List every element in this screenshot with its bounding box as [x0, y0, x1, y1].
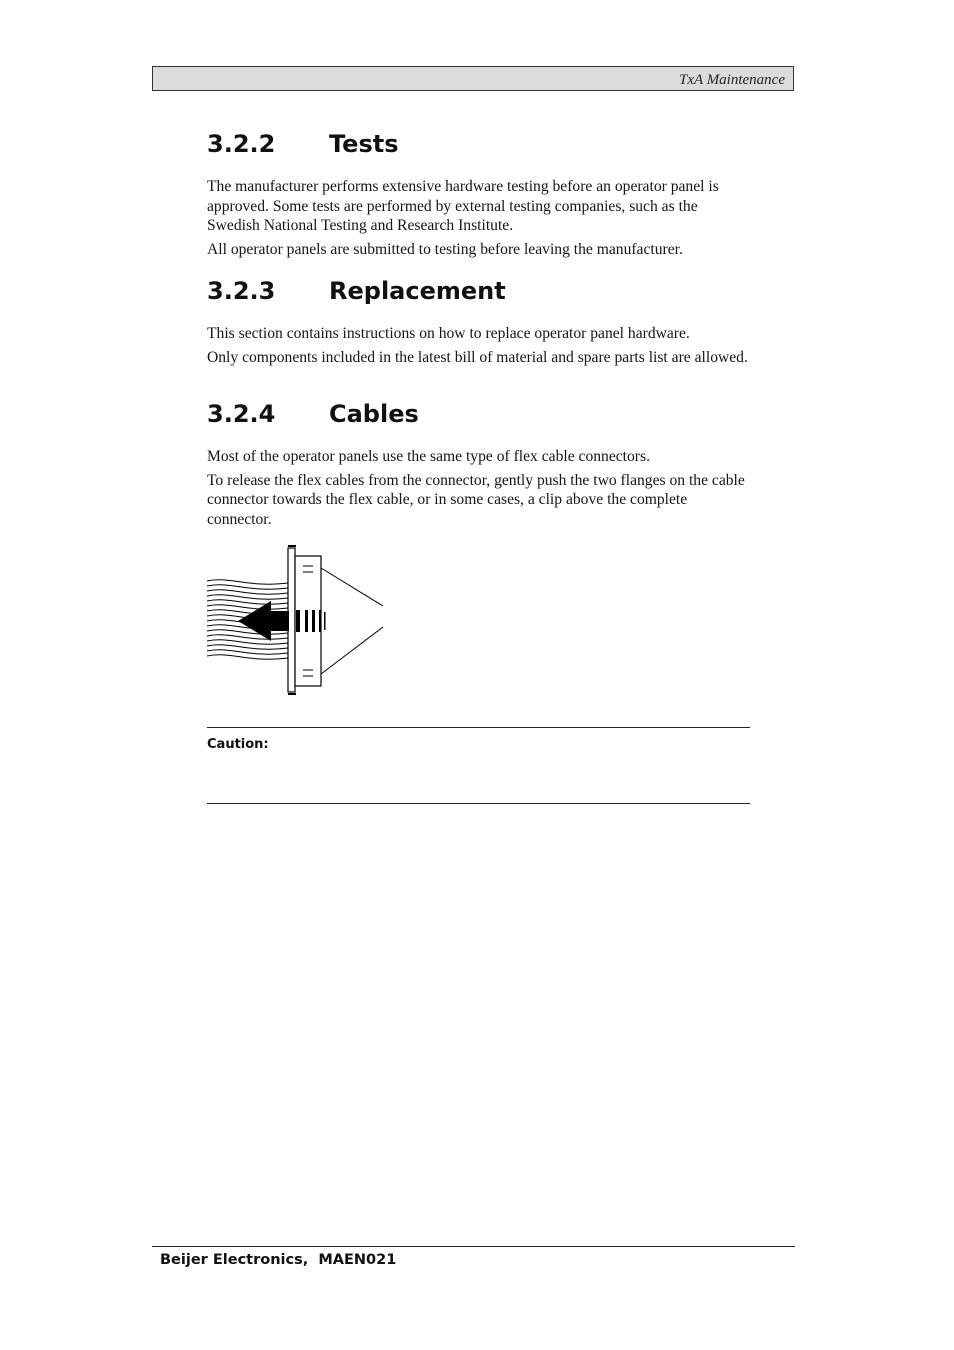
caution-bottom-rule — [207, 803, 750, 804]
section-title: Replacement — [329, 277, 506, 305]
footer-text: Beijer Electronics, MAEN021 — [160, 1252, 397, 1268]
paragraph: This section contains instructions on how to replace operator panel hardware. — [207, 325, 690, 342]
section-heading — [207, 130, 752, 158]
paragraph: To release the flex cables from the connector, gently push the two flanges on the cable connector towards the flex cable, or in some cases, a clip above the complete connector. — [207, 471, 745, 528]
footer-rule — [152, 1246, 795, 1247]
paragraph: All operator panels are submitted to testing before leaving the manufacturer. — [207, 240, 683, 258]
caution-top-rule — [207, 727, 750, 728]
section-tests — [207, 130, 752, 263]
section-heading — [207, 400, 752, 428]
page-header-bar — [152, 66, 794, 91]
flex-cable-connector-illustration — [200, 540, 400, 700]
section-number: 3.2.4 — [207, 400, 276, 428]
paragraph: The manufacturer performs extensive hardware testing before an operator panel is approved. Some tests are performed by external testing companies, such as the Swedish National Testing and Research Institute. — [207, 178, 719, 234]
connector-housing-icon — [288, 546, 321, 694]
zoom-lines-icon — [321, 568, 383, 674]
header-title: TxA Maintenance — [679, 72, 785, 88]
section-title: Tests — [329, 130, 399, 158]
paragraph: Most of the operator panels use the same type of flex cable connectors. — [207, 448, 650, 465]
section-title: Cables — [329, 400, 419, 428]
section-heading — [207, 277, 752, 305]
section-number: 3.2.3 — [207, 277, 276, 305]
section-cables — [207, 400, 752, 533]
caution-label: Caution: — [207, 737, 269, 752]
section-number: 3.2.2 — [207, 130, 276, 158]
section-replacement — [207, 277, 752, 371]
paragraph: Only components included in the latest bill of material and spare parts list are allowed. — [207, 348, 748, 366]
